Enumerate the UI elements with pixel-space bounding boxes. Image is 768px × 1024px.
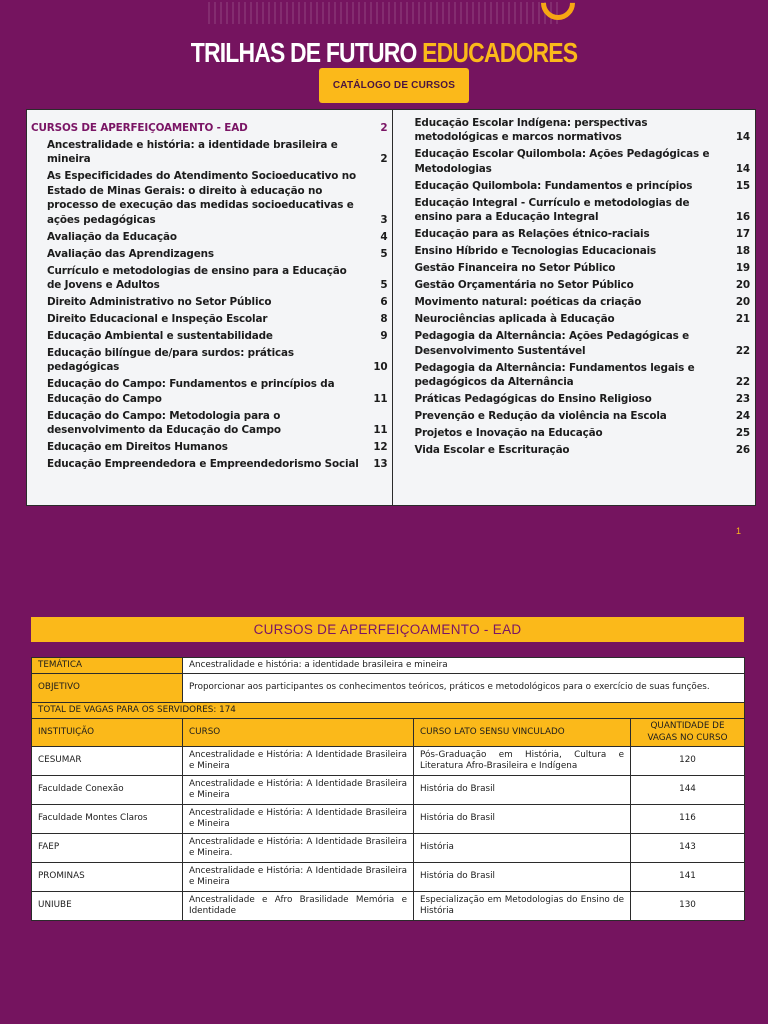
instituicao-cell: PROMINAS <box>32 863 183 892</box>
column-header: INSTITUIÇÃO <box>32 719 183 747</box>
curso-cell: Ancestralidade e História: A Identidade Brasileira e Mineira <box>183 863 414 892</box>
toc-item[interactable]: Projetos e Inovação na Educação 25 <box>414 427 750 440</box>
lato-cell: Especialização em Metodologias do Ensino de História <box>414 892 631 921</box>
table-row <box>32 776 745 805</box>
section-title: CURSOS DE APERFEIÇOAMENTO - EAD <box>31 617 744 642</box>
objetivo-label: OBJETIVO <box>32 674 183 703</box>
toc-item[interactable]: Prevenção e Redução da violência na Escola 24 <box>414 410 750 423</box>
lato-cell: Pós-Graduação em História, Cultura e Literatura Afro-Brasileira e Indígena <box>414 747 631 776</box>
toc-item[interactable]: Educação Escolar Quilombola: Ações Pedagógicas e Metodologias 14 <box>414 148 750 175</box>
vagas-cell: 116 <box>631 805 745 834</box>
tematica-label: TEMÁTICA <box>32 658 183 674</box>
toc-item[interactable]: Educação para as Relações étnico-raciais 17 <box>414 228 750 241</box>
table-row <box>32 834 745 863</box>
curso-cell: Ancestralidade e Afro Brasilidade Memória e Identidade <box>183 892 414 921</box>
page-number: 1 <box>736 526 742 536</box>
curso-cell: Ancestralidade e História: A Identidade Brasileira e Mineira <box>183 805 414 834</box>
lato-cell: História do Brasil <box>414 805 631 834</box>
lato-cell: História do Brasil <box>414 863 631 892</box>
total-vagas-row <box>32 703 745 719</box>
toc-item[interactable]: Avaliação das Aprendizagens 5 <box>47 247 388 260</box>
toc-item[interactable]: Gestão Orçamentária no Setor Público 20 <box>414 279 750 292</box>
toc-item[interactable]: Educação Ambiental e sustentabilidade 9 <box>47 330 388 343</box>
toc-item[interactable]: Educação Empreendedora e Empreendedorismo Social 13 <box>47 458 388 471</box>
vagas-cell: 144 <box>631 776 745 805</box>
curso-cell: Ancestralidade e História: A Identidade Brasileira e Mineira. <box>183 834 414 863</box>
lato-cell: História do Brasil <box>414 776 631 805</box>
brand-title-part1: TRILHAS DE FUTURO <box>190 37 417 68</box>
toc-item[interactable]: Educação do Campo: Metodologia para o desenvolvimento da Educação do Campo 11 <box>47 409 388 437</box>
toc-item[interactable]: Ancestralidade e história: a identidade brasileira e mineira 2 <box>47 139 388 166</box>
brand-title-part2: EDUCADORES <box>422 37 578 68</box>
catalog-button[interactable]: CATÁLOGO DE CURSOS <box>319 68 469 103</box>
objetivo-value: Proporcionar aos participantes os conhecimentos teóricos, práticos e metodológicos para o exercício de suas funções. <box>183 674 745 703</box>
vagas-cell: 143 <box>631 834 745 863</box>
toc-item[interactable]: Direito Administrativo no Setor Público 6 <box>47 296 388 309</box>
table-row <box>32 863 745 892</box>
instituicao-cell: UNIUBE <box>32 892 183 921</box>
toc-item[interactable]: Avaliação da Educação 4 <box>47 230 388 243</box>
total-vagas: TOTAL DE VAGAS PARA OS SERVIDORES: 174 <box>32 703 745 719</box>
vagas-cell: 120 <box>631 747 745 776</box>
instituicao-cell: FAEP <box>32 834 183 863</box>
column-header: CURSO <box>183 719 414 747</box>
toc-item[interactable]: Educação Integral - Currículo e metodologias de ensino para a Educação Integral 16 <box>414 196 750 224</box>
toc-item[interactable]: As Especificidades do Atendimento Socioeducativo no Estado de Minas Gerais: o direito à educação no processo de execução das medidas socioeducativas e ações pedagógicas 3 <box>47 170 388 226</box>
column-header: QUANTIDADE DE VAGAS NO CURSO <box>631 719 745 747</box>
toc-item[interactable]: Neurociências aplicada à Educação 21 <box>414 313 750 326</box>
table-header-row <box>32 719 745 747</box>
brand-title <box>69 37 699 69</box>
instituicao-cell: Faculdade Montes Claros <box>32 805 183 834</box>
toc-item[interactable]: Pedagogia da Alternância: Ações Pedagógicas e Desenvolvimento Sustentável 22 <box>414 330 750 357</box>
toc-left-column <box>27 110 393 505</box>
lato-cell: História <box>414 834 631 863</box>
toc-item[interactable]: Movimento natural: poéticas da criação 20 <box>414 296 750 309</box>
objetivo-row <box>32 674 745 703</box>
table-row <box>32 805 745 834</box>
curso-cell: Ancestralidade e História: A Identidade Brasileira e Mineira <box>183 776 414 805</box>
toc-item[interactable]: Ensino Híbrido e Tecnologias Educacionais 18 <box>414 245 750 258</box>
toc-item[interactable]: Práticas Pedagógicas do Ensino Religioso 23 <box>414 393 750 406</box>
toc-item[interactable]: Vida Escolar e Escrituração 26 <box>414 444 750 457</box>
table-of-contents <box>26 109 756 506</box>
instituicao-cell: CESUMAR <box>32 747 183 776</box>
toc-item[interactable]: Educação Escolar Indígena: perspectivas metodológicas e marcos normativos 14 <box>414 117 750 144</box>
vagas-cell: 130 <box>631 892 745 921</box>
courses-table <box>31 657 745 921</box>
toc-item[interactable]: Direito Educacional e Inspeção Escolar 8 <box>47 313 388 326</box>
toc-item[interactable]: Educação do Campo: Fundamentos e princípios da Educação do Campo 11 <box>47 378 388 405</box>
curso-cell: Ancestralidade e História: A Identidade Brasileira e Mineira <box>183 747 414 776</box>
column-header: CURSO LATO SENSU VINCULADO <box>414 719 631 747</box>
vagas-cell: 141 <box>631 863 745 892</box>
instituicao-cell: Faculdade Conexão <box>32 776 183 805</box>
tematica-value: Ancestralidade e história: a identidade brasileira e mineira <box>183 658 745 674</box>
toc-item[interactable]: Educação Quilombola: Fundamentos e princípios 15 <box>414 179 750 192</box>
toc-heading[interactable]: CURSOS DE APERFEIÇOAMENTO - EAD 2 <box>31 122 388 134</box>
toc-item[interactable]: Currículo e metodologias de ensino para a Educação de Jovens e Adultos 5 <box>47 264 388 292</box>
toc-item[interactable]: Educação em Direitos Humanos 12 <box>47 441 388 454</box>
table-row <box>32 747 745 776</box>
toc-item[interactable]: Gestão Financeira no Setor Público 19 <box>414 262 750 275</box>
table-row <box>32 892 745 921</box>
tematica-row <box>32 658 745 674</box>
header-decoration-stripes <box>208 2 560 24</box>
toc-item[interactable]: Educação bilíngue de/para surdos: práticas pedagógicas 10 <box>47 347 388 374</box>
toc-item[interactable]: Pedagogia da Alternância: Fundamentos legais e pedagógicos da Alternância 22 <box>414 361 750 389</box>
toc-right-column <box>393 110 755 505</box>
